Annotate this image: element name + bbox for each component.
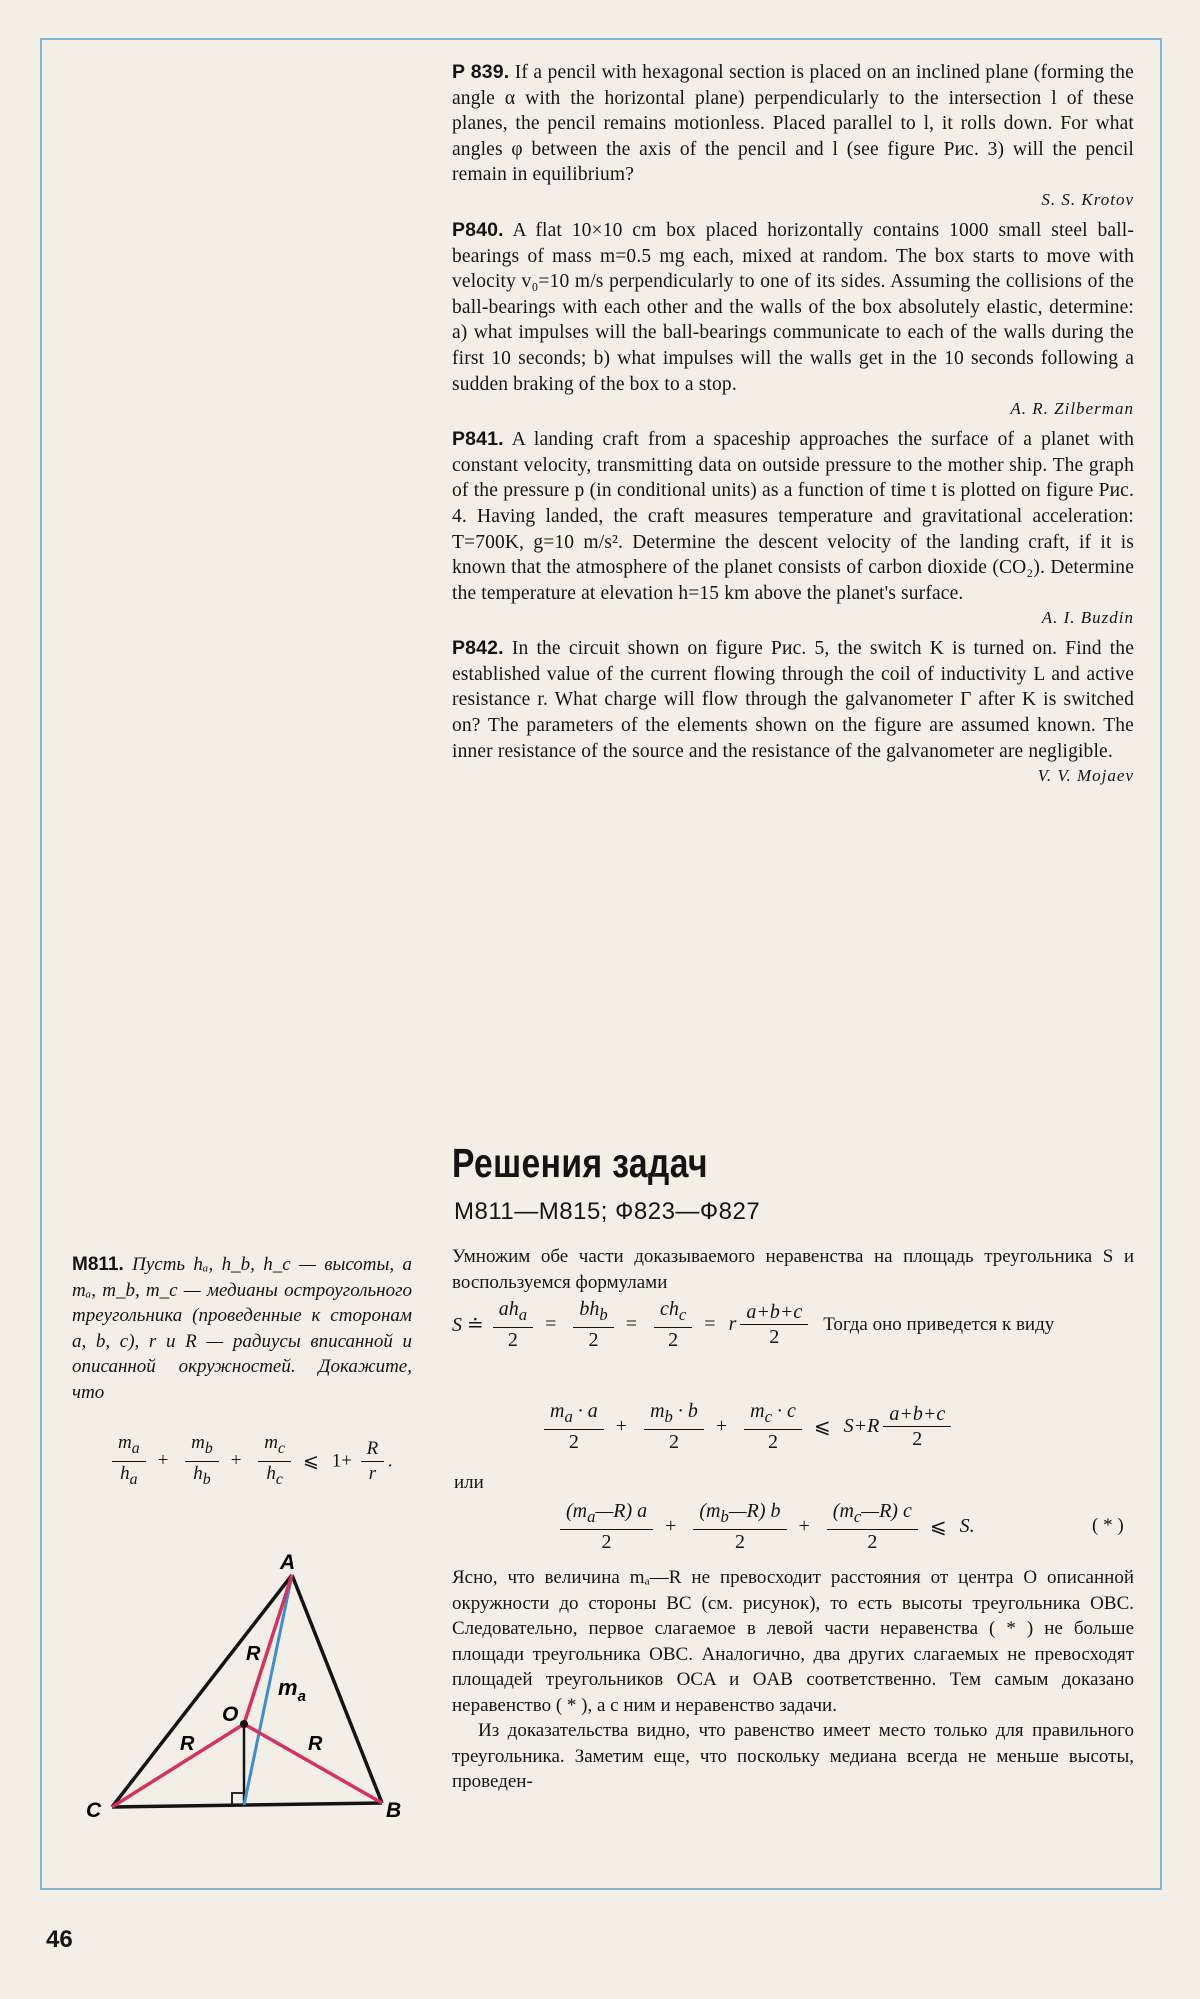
problem-p839 — [452, 60, 1134, 212]
radius-oc — [112, 1724, 244, 1807]
problem-id: P 839. — [452, 61, 510, 83]
edge-bc — [112, 1803, 382, 1807]
problem-author: S. S. Krotov — [1041, 189, 1134, 209]
problem-id: P842. — [452, 637, 504, 660]
solution-para2: Ясно, что величина mₐ—R не превосходит расстояния от центра O описанной окружности до стороны BC (см. рисунок), то есть высоты треугольника OBC. Следовательно, первое слагаемое в левой части неравенства ( * ) не больше площади треугольника OBC. Аналогично, два других слагаемых не превосходят площадей треугольников OCA и OAB соответственно. Тем самым доказано неравенство ( * ), а с ним и неравенство задачи. — [452, 1567, 1134, 1716]
problem-author: A. I. Buzdin — [1041, 608, 1134, 628]
problem-p840 — [452, 218, 1134, 421]
problem-text: A flat 10×10 cm box placed horizontally contains 1000 small steel ball-bearings of mass m=0.5 mg each, mixed at random. The box starts to move with velocity v₀=10 m/s perpendicularly to one of its sides. Assuming the collisions of the ball-bearings with each other and the walls of the box absolutely elastic, determine: a) what impulses will the ball-bearings communicate to each of the walls during the first 10 seconds; b) what impulses will the walls get in the 10 seconds following a sudden braking of the box to a stop. — [452, 219, 1134, 395]
sidebar-label: M811. — [72, 1254, 124, 1275]
problem-p841 — [452, 427, 1134, 630]
formula-inequality: $\frac{m_a \cdot a}{2}$ + $\frac{m_b \cdot b}{2}$ + $\frac{m_c \cdot c}{2}$ ⩽ S+R $\frac{a+b+c}{2}$ — [540, 1400, 955, 1453]
solution-body — [452, 1565, 1134, 1795]
formula-area: S ≐ $\frac{ah_a}{2}$ = $\frac{bh_b}{2}$ = $\frac{ch_c}{2}$ = r $\frac{a+b+c}{2}$ Тогда оно приведется к виду — [452, 1298, 1055, 1351]
solution-m811 — [452, 1244, 1134, 1295]
problem-p842 — [452, 636, 1134, 788]
label-b: B — [386, 1799, 402, 1822]
label-a: A — [280, 1551, 296, 1574]
solution-intro: Умножим обе части доказываемого неравенства на площадь треугольника S и воспользуемся формулами — [452, 1246, 1134, 1293]
problem-id: P840. — [452, 218, 504, 241]
sidebar-text: Пусть hₐ, h_b, h_c — высоты, а mₐ, m_b, m_c — медианы остроугольного треугольника (проведенные к сторонам a, b, c), r и R — радиусы вписанной и описанной окружностей. Докажите, что — [72, 1254, 412, 1403]
problem-text: If a pencil with hexagonal section is placed on an inclined plane (forming the angle α with the horizontal plane) perpendicularly to the intersection l of these planes, the pencil remains motionless. Placed parallel to l, it rolls down. For what angles φ between the axis of the pencil and l (see figure Рис. 3) will the pencil remain in equilibrium? — [452, 62, 1134, 186]
solutions-subtitle: M811—M815; Ф823—Ф827 — [454, 1198, 761, 1225]
word-ili: или — [454, 1472, 484, 1493]
problem-author: V. V. Mojaev — [1037, 766, 1134, 786]
triangle-figure — [80, 1535, 420, 1825]
label-c: C — [86, 1799, 102, 1822]
solution-para3: Из доказательства видно, что равенство имеет место только для правильного треугольника. Заметим еще, что поскольку медиана всегда не меньше высоты, проведен- — [452, 1720, 1134, 1792]
problems-column — [452, 60, 1134, 794]
page-number: 46 — [46, 1926, 73, 1953]
right-angle-mark — [232, 1793, 244, 1805]
problem-text: A landing craft from a spaceship approaches the surface of a planet with constant velocity, transmitting data on outside pressure to the mother ship. The graph of the pressure p (in conditional units) as a function of time t is plotted on figure Рис. 4. Having landed, the craft measures temperature and gravitational acceleration: T=700K, g=10 m/s². Determine the descent velocity of the landing craft, if it is known that the atmosphere of the planet consists of carbon dioxide (CO₂). Determine the temperature at elevation h=15 km above the planet's surface. — [452, 429, 1134, 604]
label-median: $m_a$ — [278, 1675, 306, 1705]
edge-ca — [112, 1575, 292, 1807]
problem-author: A. R. Zilberman — [1010, 399, 1134, 419]
problem-text: In the circuit shown on figure Рис. 5, the switch K is turned on. Find the established value of the current flowing through the coil of inductivity L and active resistance r. What charge will flow through the galvanometer Γ after K is switched on? The parameters of the elements shown on the figure are assumed known. The inner resistance of the source and the resistance of the galvanometer are negligible. — [452, 638, 1134, 762]
star-label: ( * ) — [1092, 1515, 1124, 1536]
solutions-title: Решения задач — [452, 1140, 708, 1186]
formula-star: $\frac{(m_a—R) a}{2}$ + $\frac{(m_b—R) b}{2}$ + $\frac{(m_c—R) c}{2}$ ⩽ S. — [556, 1500, 975, 1553]
label-o: O — [222, 1703, 239, 1726]
label-r-top: R — [246, 1643, 261, 1665]
label-r-right: R — [308, 1733, 323, 1755]
problem-id: P841. — [452, 428, 504, 451]
formula-tail: Тогда оно приведется к виду — [823, 1313, 1055, 1335]
center-o — [240, 1720, 248, 1728]
sidebar-m811 — [72, 1252, 412, 1405]
label-r-left: R — [180, 1733, 195, 1755]
sidebar-formula: $\frac{m_a}{h_a}$ + $\frac{m_b}{h_b}$ + $\frac{m_c}{h_c}$ ⩽ 1+ $\frac{R}{r}$ . — [108, 1432, 393, 1491]
